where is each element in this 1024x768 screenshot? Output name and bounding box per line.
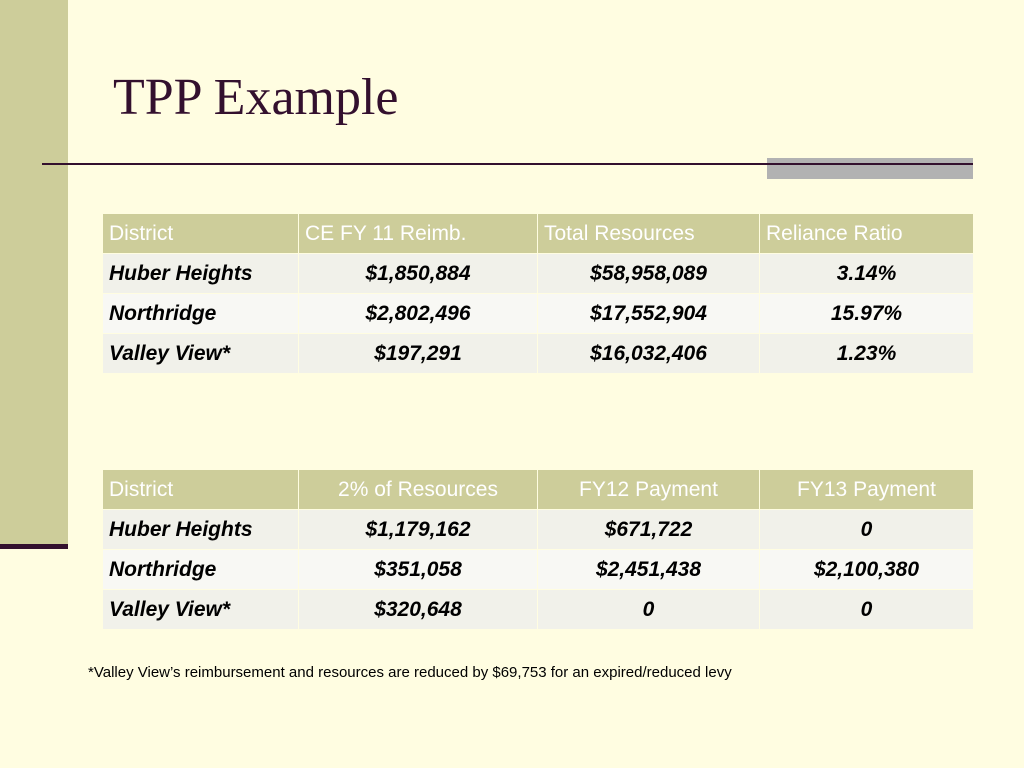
column-header: District bbox=[103, 214, 299, 254]
fy13-payment-cell: 0 bbox=[760, 590, 974, 630]
column-header: FY12 Payment bbox=[538, 470, 760, 510]
payment-schedule-table bbox=[102, 469, 974, 630]
reimbursement-cell: $2,802,496 bbox=[299, 294, 538, 334]
table-header-row bbox=[103, 214, 974, 254]
reliance-ratio-cell: 15.97% bbox=[760, 294, 974, 334]
column-header: 2% of Resources bbox=[299, 470, 538, 510]
total-resources-cell: $58,958,089 bbox=[538, 254, 760, 294]
column-header: Reliance Ratio bbox=[760, 214, 974, 254]
left-sidebar-accent-line bbox=[0, 544, 68, 549]
fy13-payment-cell: 0 bbox=[760, 510, 974, 550]
reliance-ratio-cell: 3.14% bbox=[760, 254, 974, 294]
total-resources-cell: $16,032,406 bbox=[538, 334, 760, 374]
resources-percent-cell: $1,179,162 bbox=[299, 510, 538, 550]
left-sidebar-decoration bbox=[0, 0, 68, 546]
column-header: FY13 Payment bbox=[760, 470, 974, 510]
fy12-payment-cell: 0 bbox=[538, 590, 760, 630]
table-header-row bbox=[103, 470, 974, 510]
table-row bbox=[103, 510, 974, 550]
reimbursement-cell: $1,850,884 bbox=[299, 254, 538, 294]
slide-title: TPP Example bbox=[113, 69, 399, 126]
reimbursement-cell: $197,291 bbox=[299, 334, 538, 374]
district-cell: Northridge bbox=[103, 550, 299, 590]
table-row bbox=[103, 550, 974, 590]
fy12-payment-cell: $671,722 bbox=[538, 510, 760, 550]
resources-percent-cell: $320,648 bbox=[299, 590, 538, 630]
column-header: Total Resources bbox=[538, 214, 760, 254]
column-header: CE FY 11 Reimb. bbox=[299, 214, 538, 254]
district-cell: Northridge bbox=[103, 294, 299, 334]
fy13-payment-cell: $2,100,380 bbox=[760, 550, 974, 590]
reliance-ratio-cell: 1.23% bbox=[760, 334, 974, 374]
district-cell: Huber Heights bbox=[103, 510, 299, 550]
table-row bbox=[103, 294, 974, 334]
district-cell: Huber Heights bbox=[103, 254, 299, 294]
resources-percent-cell: $351,058 bbox=[299, 550, 538, 590]
table-row bbox=[103, 254, 974, 294]
district-cell: Valley View* bbox=[103, 334, 299, 374]
district-cell: Valley View* bbox=[103, 590, 299, 630]
title-divider-line bbox=[42, 163, 973, 165]
title-rule-accent-block bbox=[767, 158, 973, 179]
table-row bbox=[103, 590, 974, 630]
total-resources-cell: $17,552,904 bbox=[538, 294, 760, 334]
fy12-payment-cell: $2,451,438 bbox=[538, 550, 760, 590]
table-row bbox=[103, 334, 974, 374]
reliance-ratio-table bbox=[102, 213, 974, 374]
footnote: *Valley View’s reimbursement and resources are reduced by $69,753 for an expired/reduced levy bbox=[88, 664, 732, 681]
column-header: District bbox=[103, 470, 299, 510]
